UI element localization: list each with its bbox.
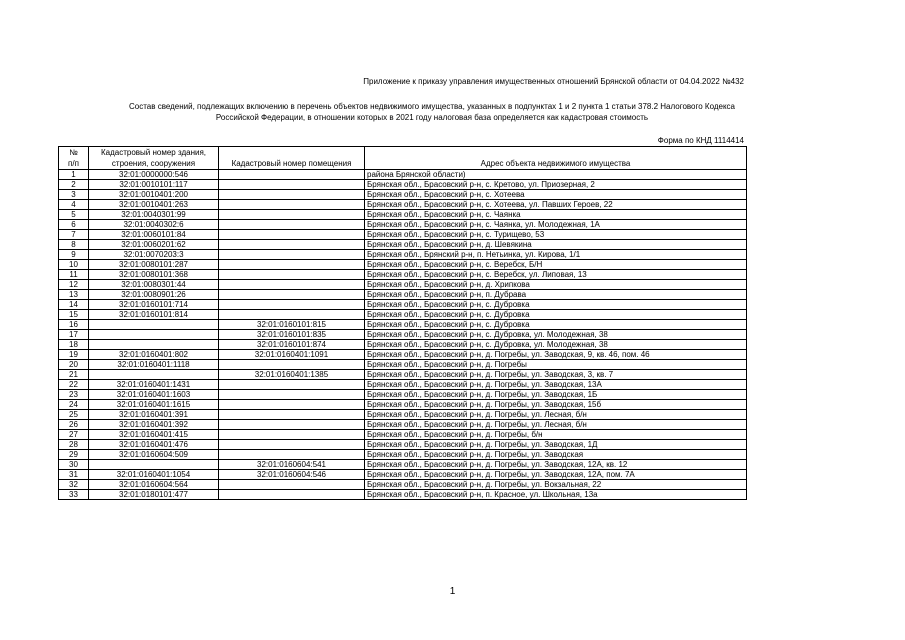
table-row — [59, 220, 747, 230]
row-number: 26 — [59, 420, 89, 430]
table-row — [59, 300, 747, 310]
table-row — [59, 250, 747, 260]
table-row — [59, 280, 747, 290]
row-number: 23 — [59, 390, 89, 400]
table-row — [59, 320, 747, 330]
header-num-line-2: п/п — [59, 158, 89, 170]
property-address: Брянская обл., Брасовский р-н, д. Погребы — [365, 360, 747, 370]
property-address: Брянская обл., Брасовский р-н, д. Погребы, ул. Заводская, 1Д — [365, 440, 747, 450]
property-address: Брянская обл., Брасовский р-н, с. Дубровка, ул. Молодежная, 38 — [365, 330, 747, 340]
table-row — [59, 400, 747, 410]
table-row — [59, 340, 747, 350]
property-address: Брянская обл., Брасовский р-н, с. Чаянка, ул. Молодежная, 1А — [365, 220, 747, 230]
room-cadastral-number — [219, 170, 365, 180]
row-number: 16 — [59, 320, 89, 330]
room-cadastral-number — [219, 240, 365, 250]
table-row — [59, 230, 747, 240]
room-cadastral-number — [219, 290, 365, 300]
room-cadastral-number: 32:01:0160604:541 — [219, 460, 365, 470]
row-number: 15 — [59, 310, 89, 320]
property-address: Брянская обл., Брянский р-н, п. Нетьинка, ул. Кирова, 1/1 — [365, 250, 747, 260]
appendix-note: Приложение к приказу управления имущественных отношений Брянской области от 04.04.2022 №432 — [363, 77, 744, 86]
room-cadastral-number — [219, 260, 365, 270]
table-row — [59, 350, 747, 360]
property-address: Брянская обл., Брасовский р-н, с. Дубровка — [365, 320, 747, 330]
table-row — [59, 210, 747, 220]
property-address: Брянская обл., Брасовский р-н, д. Погребы, ул. Заводская, 15б — [365, 400, 747, 410]
table-row — [59, 430, 747, 440]
row-number: 31 — [59, 470, 89, 480]
room-cadastral-number — [219, 220, 365, 230]
header-row-2 — [59, 158, 747, 170]
row-number: 21 — [59, 370, 89, 380]
building-cadastral-number: 32:01:0160401:415 — [89, 430, 219, 440]
building-cadastral-number: 32:01:0060201:62 — [89, 240, 219, 250]
room-cadastral-number — [219, 430, 365, 440]
property-address: Брянская обл., Брасовский р-н, с. Турищево, 53 — [365, 230, 747, 240]
table-row — [59, 470, 747, 480]
building-cadastral-number: 32:01:0160401:1431 — [89, 380, 219, 390]
header-address: Адрес объекта недвижимого имущества — [365, 158, 747, 170]
heading-line-1: Состав сведений, подлежащих включению в перечень объектов недвижимого имущества, указанных в подпунктах 1 и 2 пункта 1 статьи 378.2 Налогового Кодекса — [128, 102, 736, 111]
building-cadastral-number: 32:01:0180101:477 — [89, 490, 219, 500]
room-cadastral-number — [219, 490, 365, 500]
room-cadastral-number: 32:01:0160401:1385 — [219, 370, 365, 380]
room-cadastral-number — [219, 180, 365, 190]
building-cadastral-number: 32:01:0080901:26 — [89, 290, 219, 300]
building-cadastral-number: 32:01:0080101:287 — [89, 260, 219, 270]
table-row — [59, 490, 747, 500]
row-number: 2 — [59, 180, 89, 190]
row-number: 11 — [59, 270, 89, 280]
building-cadastral-number: 32:01:0060101:84 — [89, 230, 219, 240]
row-number: 29 — [59, 450, 89, 460]
property-address: Брянская обл., Брасовский р-н, с. Кретово, ул. Приозерная, 2 — [365, 180, 747, 190]
table-row — [59, 330, 747, 340]
property-address: Брянская обл., Брасовский р-н, д. Погребы, ул. Заводская, 3, кв. 7 — [365, 370, 747, 380]
row-number: 19 — [59, 350, 89, 360]
property-address: Брянская обл., Брасовский р-н, д. Погребы, ул. Заводская — [365, 450, 747, 460]
table-row — [59, 180, 747, 190]
building-cadastral-number: 32:01:0080101:368 — [89, 270, 219, 280]
room-cadastral-number — [219, 360, 365, 370]
row-number: 25 — [59, 410, 89, 420]
table-row — [59, 170, 747, 180]
property-address: Брянская обл., Брасовский р-н, д. Погребы, ул. Вокзальная, 22 — [365, 480, 747, 490]
table-row — [59, 420, 747, 430]
building-cadastral-number: 32:01:0160401:802 — [89, 350, 219, 360]
table-row — [59, 480, 747, 490]
property-address: Брянская обл., Брасовский р-н, д. Хрипкова — [365, 280, 747, 290]
row-number: 13 — [59, 290, 89, 300]
room-cadastral-number: 32:01:0160101:835 — [219, 330, 365, 340]
header-num-line-1: № — [59, 147, 89, 159]
header-room-top — [219, 147, 365, 159]
room-cadastral-number — [219, 210, 365, 220]
table-row — [59, 190, 747, 200]
property-table — [58, 146, 747, 500]
row-number: 3 — [59, 190, 89, 200]
table-row — [59, 460, 747, 470]
building-cadastral-number: 32:01:0160401:1054 — [89, 470, 219, 480]
building-cadastral-number: 32:01:0160101:714 — [89, 300, 219, 310]
building-cadastral-number — [89, 340, 219, 350]
row-number: 20 — [59, 360, 89, 370]
row-number: 22 — [59, 380, 89, 390]
table-row — [59, 370, 747, 380]
room-cadastral-number — [219, 480, 365, 490]
row-number: 17 — [59, 330, 89, 340]
row-number: 33 — [59, 490, 89, 500]
room-cadastral-number: 32:01:0160101:815 — [219, 320, 365, 330]
table-row — [59, 380, 747, 390]
row-number: 12 — [59, 280, 89, 290]
room-cadastral-number — [219, 440, 365, 450]
building-cadastral-number: 32:01:0160401:392 — [89, 420, 219, 430]
property-address: Брянская обл., Брасовский р-н, с. Чаянка — [365, 210, 747, 220]
building-cadastral-number: 32:01:0040302:6 — [89, 220, 219, 230]
property-address: Брянская обл., Брасовский р-н, с. Веребск, Б/Н — [365, 260, 747, 270]
building-cadastral-number: 32:01:0160604:509 — [89, 450, 219, 460]
property-address: Брянская обл., Брасовский р-н, д. Погребы, ул. Заводская, 12А, кв. 12 — [365, 460, 747, 470]
building-cadastral-number — [89, 460, 219, 470]
room-cadastral-number — [219, 200, 365, 210]
table-header — [59, 147, 747, 170]
room-cadastral-number — [219, 390, 365, 400]
building-cadastral-number: 32:01:0160401:476 — [89, 440, 219, 450]
room-cadastral-number — [219, 300, 365, 310]
property-address: Брянская обл., Брасовский р-н, д. Шевякина — [365, 240, 747, 250]
row-number: 14 — [59, 300, 89, 310]
property-address: Брянская обл., Брасовский р-н, д. Погребы, ул. Лесная, б/н — [365, 410, 747, 420]
building-cadastral-number: 32:01:0000000:546 — [89, 170, 219, 180]
room-cadastral-number — [219, 310, 365, 320]
table-row — [59, 270, 747, 280]
building-cadastral-number: 32:01:0160604:564 — [89, 480, 219, 490]
row-number: 1 — [59, 170, 89, 180]
table-body — [59, 170, 747, 500]
table-row — [59, 360, 747, 370]
property-address: Брянская обл., Брасовский р-н, д. Погребы, б/н — [365, 430, 747, 440]
property-address: Брянская обл., Брасовский р-н, с. Веребск, ул. Липовая, 13 — [365, 270, 747, 280]
property-address: Брянская обл., Брасовский р-н, д. Погребы, ул. Заводская, 13А — [365, 380, 747, 390]
document-heading — [60, 101, 804, 123]
building-cadastral-number: 32:01:0160101:814 — [89, 310, 219, 320]
room-cadastral-number: 32:01:0160101:874 — [219, 340, 365, 350]
building-cadastral-number: 32:01:0080301:44 — [89, 280, 219, 290]
building-cadastral-number: 32:01:0010101:117 — [89, 180, 219, 190]
table-row — [59, 310, 747, 320]
property-address: Брянская обл., Брасовский р-н, с. Дубровка — [365, 310, 747, 320]
heading-line-2: Российской Федерации, в отношении которых в 2021 году налоговая база определяется как кадастровая стоимость — [215, 113, 649, 122]
row-number: 18 — [59, 340, 89, 350]
property-address: Брянская обл., Брасовский р-н, с. Дубровка — [365, 300, 747, 310]
room-cadastral-number — [219, 450, 365, 460]
form-code: Форма по КНД 1114414 — [657, 136, 744, 145]
room-cadastral-number — [219, 380, 365, 390]
property-address: района Брянской области) — [365, 170, 747, 180]
header-address-top — [365, 147, 747, 159]
property-address: Брянская обл., Брасовский р-н, д. Погребы, ул. Заводская, 9, кв. 46, пом. 46 — [365, 350, 747, 360]
row-number: 24 — [59, 400, 89, 410]
table-row — [59, 260, 747, 270]
building-cadastral-number: 32:01:0160401:1615 — [89, 400, 219, 410]
room-cadastral-number — [219, 400, 365, 410]
building-cadastral-number — [89, 370, 219, 380]
table-row — [59, 290, 747, 300]
table-row — [59, 240, 747, 250]
row-number: 30 — [59, 460, 89, 470]
building-cadastral-number: 32:01:0010401:263 — [89, 200, 219, 210]
header-building-line-2: строения, сооружения — [89, 158, 219, 170]
property-address: Брянская обл., Брасовский р-н, п. Дубрава — [365, 290, 747, 300]
table-row — [59, 440, 747, 450]
table-row — [59, 390, 747, 400]
building-cadastral-number — [89, 330, 219, 340]
row-number: 9 — [59, 250, 89, 260]
row-number: 6 — [59, 220, 89, 230]
property-address: Брянская обл., Брасовский р-н, д. Погребы, ул. Лесная, б/н — [365, 420, 747, 430]
room-cadastral-number — [219, 280, 365, 290]
room-cadastral-number — [219, 270, 365, 280]
property-address: Брянская обл., Брасовский р-н, д. Погребы, ул. Заводская, 12А, пом. 7А — [365, 470, 747, 480]
row-number: 32 — [59, 480, 89, 490]
property-address: Брянская обл., Брасовский р-н, с. Дубровка, ул. Молодежная, 38 — [365, 340, 747, 350]
property-address: Брянская обл., Брасовский р-н, с. Хотеева — [365, 190, 747, 200]
table-row — [59, 200, 747, 210]
room-cadastral-number — [219, 410, 365, 420]
property-address: Брянская обл., Брасовский р-н, п. Красное, ул. Школьная, 13а — [365, 490, 747, 500]
table-row — [59, 450, 747, 460]
building-cadastral-number: 32:01:0160401:1118 — [89, 360, 219, 370]
property-address: Брянская обл., Брасовский р-н, с. Хотеева, ул. Павших Героев, 22 — [365, 200, 747, 210]
room-cadastral-number — [219, 230, 365, 240]
room-cadastral-number: 32:01:0160401:1091 — [219, 350, 365, 360]
building-cadastral-number: 32:01:0040301:99 — [89, 210, 219, 220]
building-cadastral-number — [89, 320, 219, 330]
row-number: 7 — [59, 230, 89, 240]
building-cadastral-number: 32:01:0160401:391 — [89, 410, 219, 420]
row-number: 5 — [59, 210, 89, 220]
header-building-line-1: Кадастровый номер здания, — [89, 147, 219, 159]
room-cadastral-number: 32:01:0160604:546 — [219, 470, 365, 480]
room-cadastral-number — [219, 190, 365, 200]
row-number: 27 — [59, 430, 89, 440]
row-number: 28 — [59, 440, 89, 450]
header-room: Кадастровый номер помещения — [219, 158, 365, 170]
row-number: 10 — [59, 260, 89, 270]
row-number: 4 — [59, 200, 89, 210]
property-address: Брянская обл., Брасовский р-н, д. Погребы, ул. Заводская, 1Б — [365, 390, 747, 400]
page-number: 1 — [449, 586, 456, 597]
room-cadastral-number — [219, 250, 365, 260]
table-row — [59, 410, 747, 420]
building-cadastral-number: 32:01:0160401:1603 — [89, 390, 219, 400]
building-cadastral-number: 32:01:0010401:200 — [89, 190, 219, 200]
row-number: 8 — [59, 240, 89, 250]
header-row-1 — [59, 147, 747, 159]
building-cadastral-number: 32:01:0070203:3 — [89, 250, 219, 260]
room-cadastral-number — [219, 420, 365, 430]
